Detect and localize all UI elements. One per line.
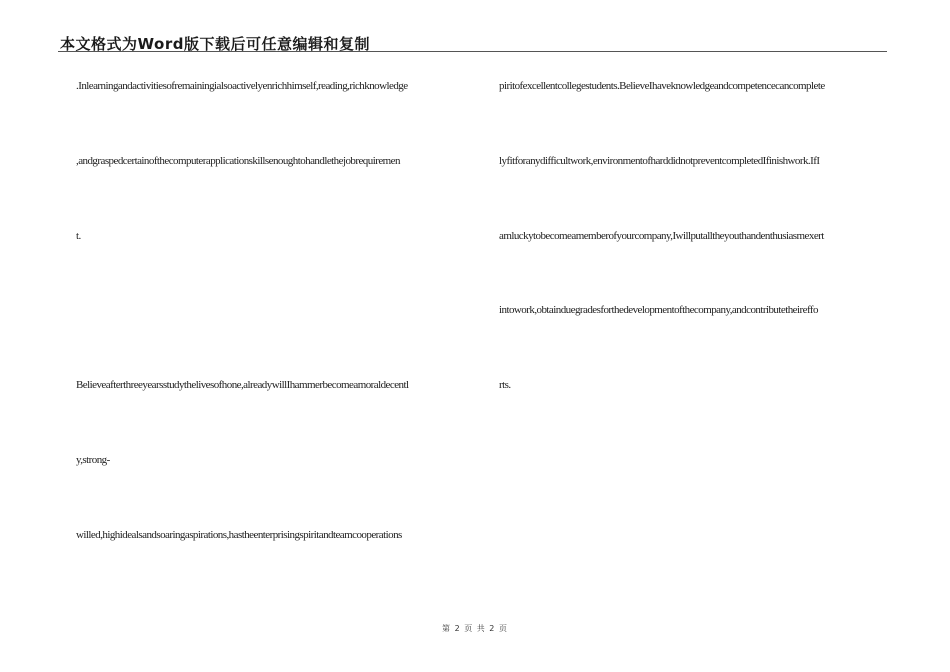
left-line-6: willed,highidealsandsoaringaspirations,hastheenterprisingspiritandteamcooperations [76, 529, 402, 541]
right-line-5: rts. [499, 379, 511, 391]
left-line-3: t. [76, 230, 81, 242]
right-line-4: intowork,obtainduegradesforthedevelopmentofthecompany,andcontributetheireffo [499, 304, 818, 316]
left-line-1: .Inlearningandactivitiesofremainingialsoactivelyenrichhimself,reading,richknowledge [76, 80, 408, 92]
right-line-1: piritofexcellentcollegestudents.BelieveIhaveknowledgeandcompetencecancomplete [499, 80, 825, 92]
page-number-footer: 第 2 页 共 2 页 [442, 624, 508, 633]
left-line-5: y,strong- [76, 454, 110, 466]
right-line-3: amluckytobecomeamemberofyourcompany,Iwillputalltheyouthandenthusiasmexert [499, 230, 824, 242]
header-divider [58, 51, 887, 52]
document-header-title: 本文格式为Word版下载后可任意编辑和复制 [60, 35, 370, 53]
left-line-4: Believeafterthreeyearsstudythelivesofhone,alreadywillIhammerbecomeamoraldecentl [76, 379, 409, 391]
right-line-2: lyfitforanydifficultwork,environmentofharddidnotpreventcompletedIfinishwork.IfI [499, 155, 820, 167]
left-line-2: ,andgraspedcertainofthecomputerapplicationskillsenoughtohandlethejobrequiremen [76, 155, 400, 167]
